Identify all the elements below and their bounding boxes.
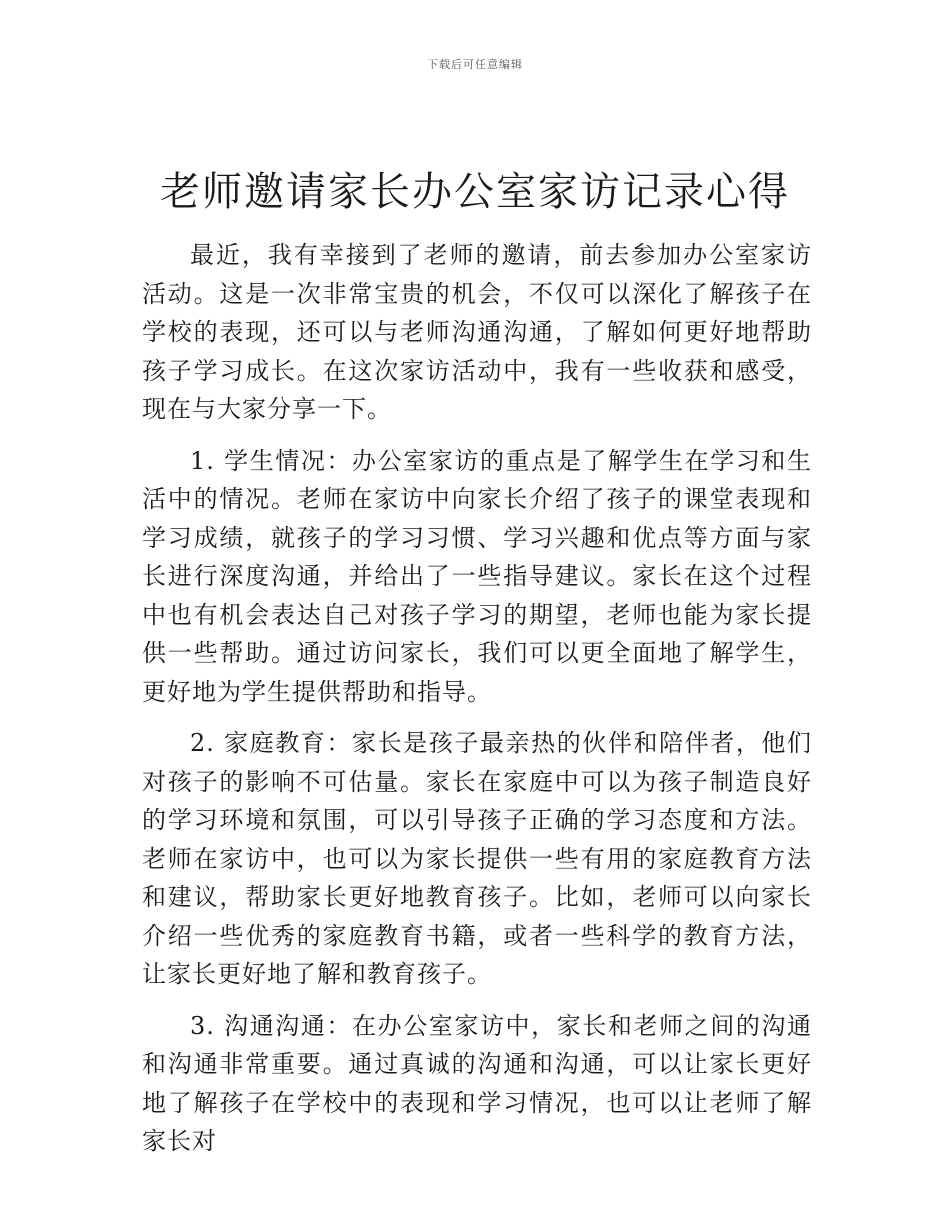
- document-title: 老师邀请家长办公室家访记录心得: [160, 169, 790, 215]
- header-note: 下载后可任意编辑: [427, 58, 523, 71]
- paragraph-intro: 最近，我有幸接到了老师的邀请，前去参加办公室家访活动。这是一次非常宝贵的机会，不仅可以深化了解孩子在学校的表现，还可以与老师沟通沟通，了解如何更好地帮助孩子学习成长。在这次家访活动中，我有一些收获和感受，现在与大家分享一下。: [142, 241, 812, 423]
- paragraph-student-situation: 1. 学生情况：办公室家访的重点是了解学生在学习和生活中的情况。老师在家访中向家长介绍了孩子的课堂表现和学习成绩，就孩子的学习习惯、学习兴趣和优点等方面与家长进行深度沟通，并给出了一些指导建议。家长在这个过程中也有机会表达自己对孩子学习的期望，老师也能为家长提供一些帮助。通过访问家长，我们可以更全面地了解学生，更好地为学生提供帮助和指导。: [142, 446, 812, 706]
- document-body: [142, 236, 812, 1174]
- paragraph-communication: 3. 沟通沟通：在办公室家访中，家长和老师之间的沟通和沟通非常重要。通过真诚的沟通和沟通，可以让家长更好地了解孩子在学校中的表现和学习情况，也可以让老师了解家长对: [142, 1011, 812, 1155]
- paragraph-family-education: 2. 家庭教育：家长是孩子最亲热的伙伴和陪伴者，他们对孩子的影响不可估量。家长在家庭中可以为孩子制造良好的学习环境和氛围，可以引导孩子正确的学习态度和方法。老师在家访中，也可以为家长提供一些有用的家庭教育方法和建议，帮助家长更好地教育孩子。比如，老师可以向家长介绍一些优秀的家庭教育书籍，或者一些科学的教育方法，让家长更好地了解和教育孩子。: [142, 729, 812, 988]
